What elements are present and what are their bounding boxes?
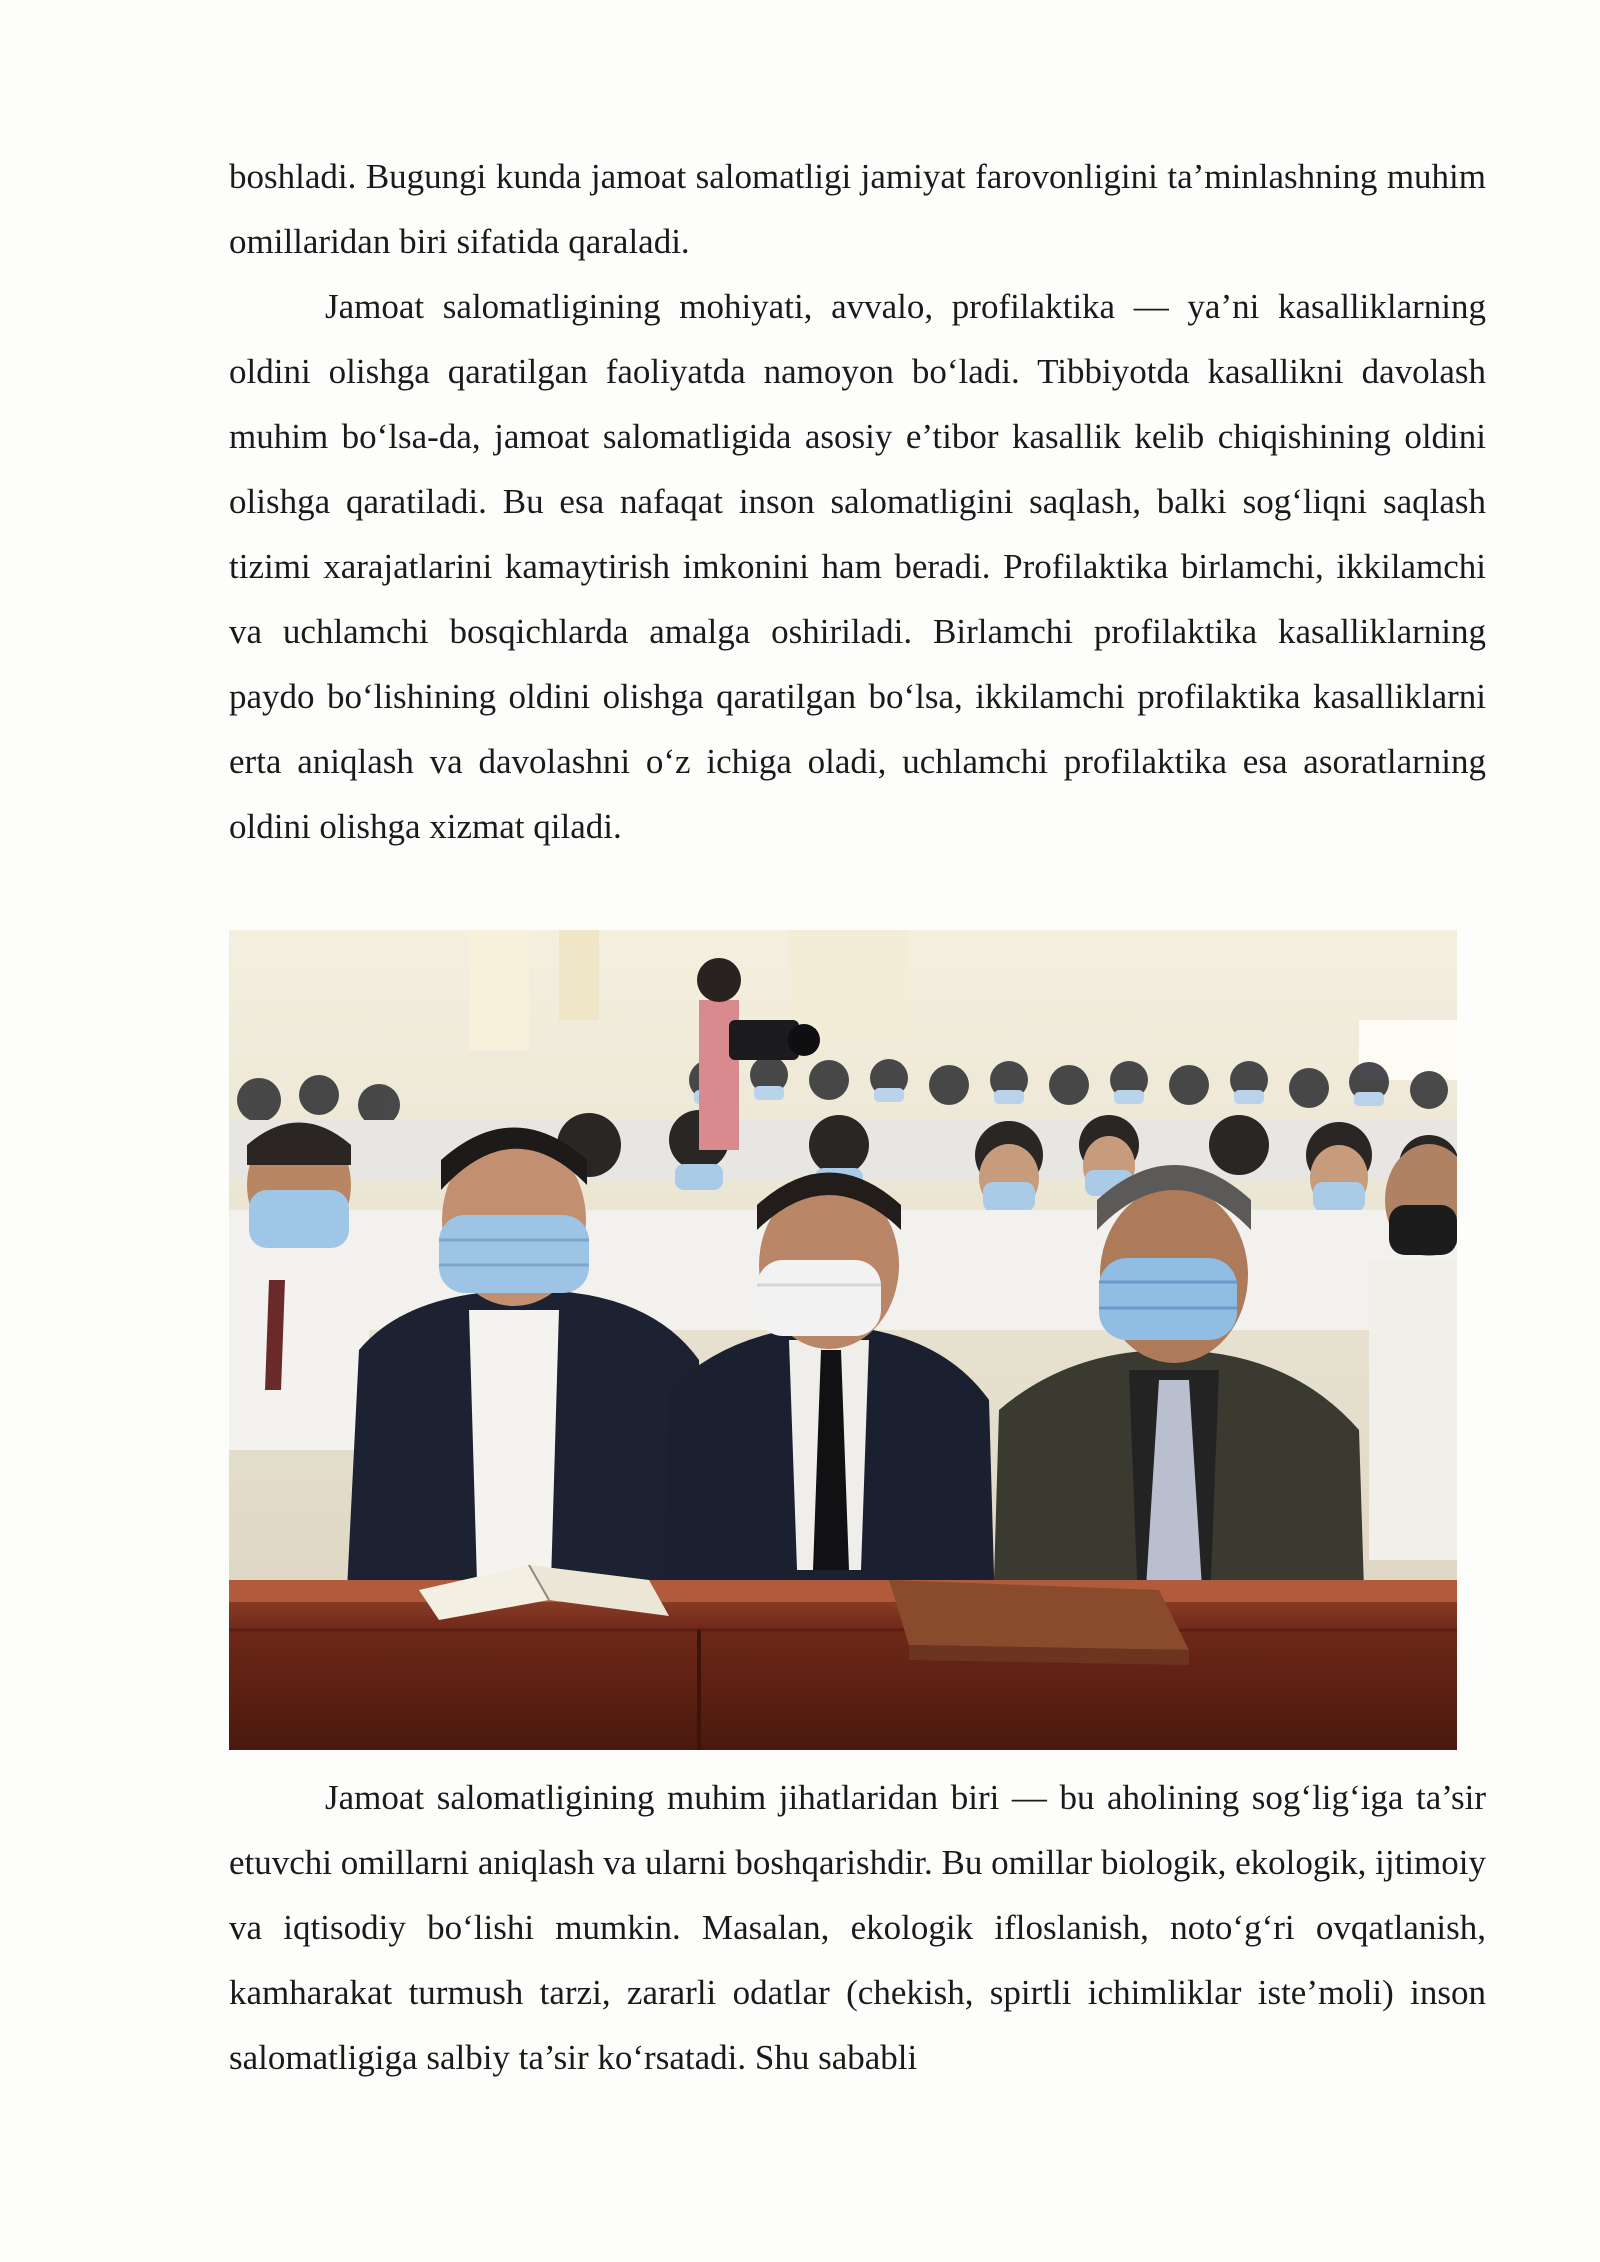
conference-audience-photo (229, 930, 1457, 1750)
bottom-text-block (229, 1765, 1486, 2090)
paragraph-omillar: Jamoat salomatligining muhim jihatlaridan biri — bu aholining sog‘lig‘iga ta’sir etuvchi omillarni aniqlash va ularni boshqarishdir. Bu omillar biologik, ekologik, ijtimoiy va iqtisodiy bo‘lishi mumkin. Masalan, ekologik ifloslanish, noto‘g‘ri ovqatlanish, kamharakat turmush tarzi, zararli odatlar (chekish, spirtli ichimliklar iste’moli) inson salomatligiga salbiy ta’sir ko‘rsatadi. Shu sababli (229, 1778, 1486, 2077)
paragraph-continuation: boshladi. Bugungi kunda jamoat salomatligi jamiyat farovonligini ta’minlashning muhim omillaridan biri sifatida qaraladi. (229, 157, 1486, 261)
photo-illustration (229, 930, 1457, 1750)
paragraph-profilaktika: Jamoat salomatligining mohiyati, avvalo, profilaktika — ya’ni kasalliklarning oldini olishga qaratilgan faoliyatda namoyon bo‘ladi. Tibbiyotda kasallikni davolash muhim bo‘lsa-da, jamoat salomatligida asosiy e’tibor kasallik kelib chiqishining oldini olishga qaratiladi. Bu esa nafaqat inson salomatligini saqlash, balki sog‘liqni saqlash tizimi xarajatlarini kamaytirish imkonini ham beradi. Profilaktika birlamchi, ikkilamchi va uchlamchi bosqichlarda amalga oshiriladi. Birlamchi profilaktika kasalliklarning paydo bo‘lishining oldini olishga qaratilgan bo‘lsa, ikkilamchi profilaktika kasalliklarni erta aniqlash va davolashni o‘z ichiga oladi, uchlamchi profilaktika esa asoratlarning oldini olishga xizmat qiladi. (229, 287, 1486, 846)
top-text-block (229, 144, 1486, 859)
